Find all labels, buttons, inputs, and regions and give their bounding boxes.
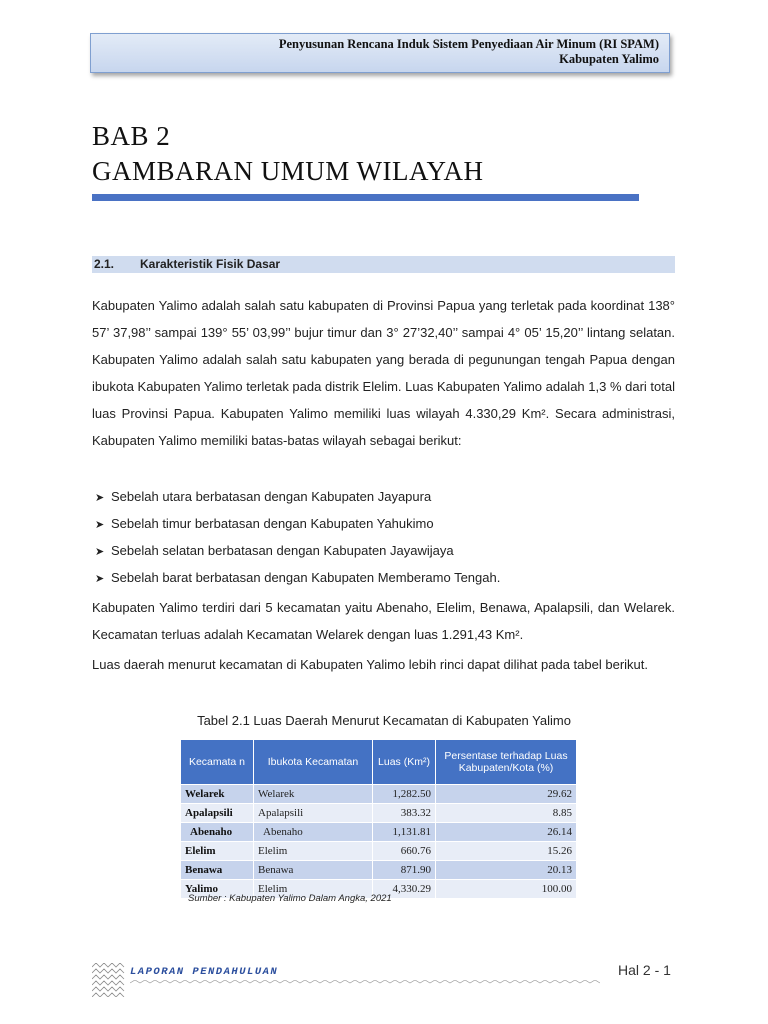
chapter-title: GAMBARAN UMUM WILAYAH	[92, 156, 484, 186]
table-header-cell: Ibukota Kecamatan	[254, 740, 373, 785]
bullet-item: ➤ Sebelah barat berbatasan dengan Kabupaten Memberamo Tengah.	[95, 568, 500, 589]
table-row: Abenaho Abenaho 1,131.81 26.14	[181, 823, 577, 842]
table-row: Apalapsili Apalapsili 383.32 8.85	[181, 804, 577, 823]
section-heading	[92, 256, 675, 273]
footer-wave-line	[130, 980, 600, 986]
bullet-item: ➤ Sebelah timur berbatasan dengan Kabupaten Yahukimo	[95, 514, 434, 535]
chapter-number: BAB 2	[92, 121, 171, 151]
arrow-bullet-icon: ➤	[95, 573, 105, 585]
paragraph-table-intro: Luas daerah menurut kecamatan di Kabupaten Yalimo lebih rinci dapat dilihat pada tabel berikut.	[92, 657, 648, 672]
table-source: Sumber : Kabupaten Yalimo Dalam Angka, 2021	[188, 893, 392, 904]
footer-label: LAPORAN PENDAHULUAN	[130, 966, 279, 978]
paragraph-intro: Kabupaten Yalimo adalah salah satu kabupaten di Provinsi Papua yang terletak pada koordinat 138° 57’ 37,98’’ sampai 139° 55’ 03,99’’ bujur timur dan 3° 27’32,40’’ sampai 4° 05’ 15,20’’ lintang selatan. Kabupaten Yalimo adalah salah satu kabupaten yang berada di pegunungan tengah Papua dengan ibukota Kabupaten Yalimo terletak pada distrik Elelim. Luas Kabupaten Yalimo adalah 1,3 % dari total luas Provinsi Papua. Kabupaten Yalimo memiliki luas wilayah 4.330,29 Km². Secara administrasi, Kabupaten Yalimo memiliki batas-batas wilayah sebagai berikut:	[92, 298, 675, 448]
header-line-2: Kabupaten Yalimo	[559, 52, 659, 66]
header-line-1: Penyusunan Rencana Induk Sistem Penyediaan Air Minum (RI SPAM)	[278, 37, 659, 51]
table-row: Benawa Benawa 871.90 20.13	[181, 861, 577, 880]
table-header-cell: Persentase terhadap Luas Kabupaten/Kota (%)	[436, 740, 577, 785]
document-header	[90, 33, 670, 73]
table-row: Yalimo Elelim 4,330.29 100.00	[181, 880, 577, 899]
table-header-cell: Kecamata n	[181, 740, 254, 785]
table-header-cell: Luas (Km²)	[373, 740, 436, 785]
table-caption: Tabel 2.1 Luas Daerah Menurut Kecamatan di Kabupaten Yalimo	[197, 713, 571, 728]
chapter-rule	[92, 194, 639, 201]
table-row: Welarek Welarek 1,282.50 29.62	[181, 785, 577, 804]
page-number: Hal 2 - 1	[618, 962, 671, 978]
table-row: Elelim Elelim 660.76 15.26	[181, 842, 577, 861]
footer-pattern-icon	[92, 963, 126, 997]
section-number: 2.1.	[94, 257, 115, 271]
area-table	[180, 739, 577, 899]
section-title: Karakteristik Fisik Dasar	[140, 257, 281, 271]
arrow-bullet-icon: ➤	[95, 519, 105, 531]
arrow-bullet-icon: ➤	[95, 492, 105, 504]
bullet-item: ➤ Sebelah selatan berbatasan dengan Kabupaten Jayawijaya	[95, 541, 454, 562]
bullet-item: ➤ Sebelah utara berbatasan dengan Kabupaten Jayapura	[95, 487, 431, 508]
paragraph-kecamatan: Kabupaten Yalimo terdiri dari 5 kecamatan yaitu Abenaho, Elelim, Benawa, Apalapsili, dan Welarek. Kecamatan terluas adalah Kecamatan Welarek dengan luas 1.291,43 Km².	[92, 600, 675, 642]
arrow-bullet-icon: ➤	[95, 546, 105, 558]
